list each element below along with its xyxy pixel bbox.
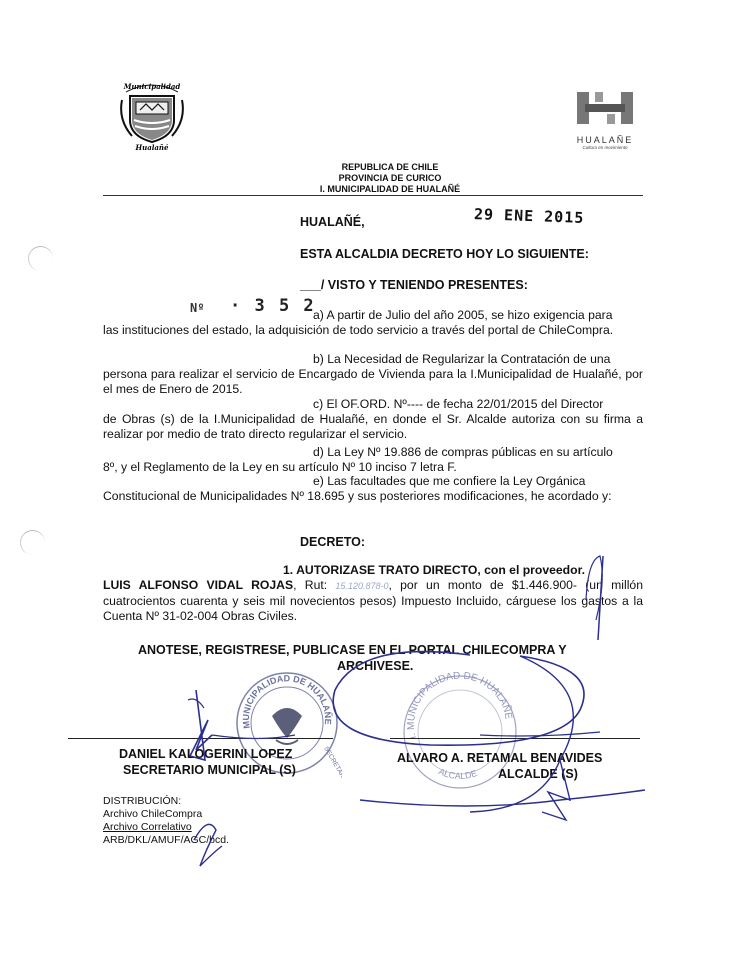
considerando-a [103, 308, 643, 338]
distribution-title: DISTRIBUCIÓN: [103, 795, 182, 807]
header-line-2: PROVINCIA DE CURICO [338, 173, 442, 183]
rut-label: , Rut: [293, 578, 328, 592]
distribution-item: Archivo ChileCompra [103, 808, 203, 820]
mayor-title: ALCALDE (S) [498, 767, 578, 781]
decree-number: · 3 5 2 [230, 296, 316, 316]
considerando-d [103, 445, 643, 475]
considerando-e-first: e) Las facultades que me confiere la Ley Orgánica [313, 474, 586, 488]
brand-tagline: Cultura en movimiento [582, 145, 628, 150]
svg-text:ALCALDE [437, 766, 478, 781]
crest-text-top: Municipalidad [123, 82, 181, 91]
provider-name: LUIS ALFONSO VIDAL ROJAS [103, 578, 294, 592]
rut-value: 15.120.878-0 [335, 581, 389, 591]
decree-intro: ESTA ALCALDIA DECRETO HOY LO SIGUIENTE: [300, 247, 589, 261]
seal-left-inner-text: SECRETARIO [322, 745, 342, 778]
place-label: HUALAÑÉ, [300, 215, 365, 229]
signature-line-right [390, 738, 640, 739]
considerando-d-rest: 8º, y el Reglamento de la Ley en su artículo Nº 10 inciso 7 letra F. [103, 460, 457, 474]
closing-line-1: ANOTESE, REGISTRESE, PUBLICASE EN EL PORTAL CHILECOMPRA Y [138, 643, 567, 657]
seal-left-outer-text: MUNICIPALIDAD DE HUALAÑE [240, 673, 334, 730]
svg-text:I. MUNICIPALIDAD DE HUALAÑE [406, 672, 514, 740]
resolution-paragraph [103, 563, 643, 624]
considerando-c-rest: de Obras (s) de la I.Municipalidad de Hualañé, en donde el Sr. Alcalde autoriza con su firma a realizar por medio de trato directo regularizar el servicio. [103, 412, 643, 441]
punch-hole-bottom [20, 530, 45, 555]
distribution-item: Archivo Correlativo [103, 821, 192, 833]
resolution-line-1: 1. AUTORIZASE TRATO DIRECTO, con el proveedor. [283, 563, 586, 577]
punch-hole-top [28, 246, 53, 271]
header-line-3: I. MUNICIPALIDAD DE HUALAÑÉ [319, 184, 461, 194]
considerando-b-rest: persona para realizar el servicio de Encargado de Vivienda para la I.Municipalidad de Hualañé, por el mes de Enero de 2015. [103, 367, 643, 396]
secretary-title: SECRETARIO MUNICIPAL (S) [123, 763, 296, 777]
hualane-brand-logo [565, 88, 645, 150]
secretary-name: DANIEL KALOGERINI LOPEZ [119, 747, 293, 761]
considerando-c [103, 397, 643, 442]
signature-line-left [68, 738, 333, 739]
visto-heading: ___/ VISTO Y TENIENDO PRESENTES: [300, 278, 528, 292]
seal-right-bottom-text: ALCALDE [437, 766, 479, 782]
seal-right-outer-text: I. MUNICIPALIDAD DE HUALAÑE [405, 672, 514, 741]
considerando-b-first: b) La Necesidad de Regularizar la Contratación de una [313, 352, 611, 366]
crest-text-bottom: Hualañé [135, 143, 169, 152]
stamped-date: 29 ENE 2015 [473, 205, 585, 227]
header-rule [103, 195, 643, 196]
brand-name: HUALAÑE [576, 135, 634, 145]
considerando-d-first: d) La Ley Nº 19.886 de compras públicas en su artículo [313, 445, 613, 459]
distribution-item: ARB/DKL/AMUF/AGC/bcd. [103, 834, 230, 846]
decreto-heading: DECRETO: [300, 535, 366, 549]
considerando-a-rest: las instituciones del estado, la adquisición de todo servicio a través del portal de ChileCompra. [103, 323, 614, 337]
considerando-e [103, 474, 643, 504]
considerando-c-first: c) El OF.ORD. Nº---- de fecha 22/01/2015 del Director [313, 397, 604, 411]
distribution-block [103, 795, 229, 847]
document-header [300, 162, 480, 195]
municipal-crest-logo [116, 76, 188, 152]
header-line-1: REPUBLICA DE CHILE [341, 162, 439, 172]
closing-line-2: ARCHIVESE. [337, 659, 414, 673]
decree-number-prefix: Nº [190, 301, 205, 315]
considerando-a-first: a) A partir de Julio del año 2005, se hizo exigencia para [313, 308, 613, 322]
resolution-rest: , por un monto de $1.446.900- (un millón cuatrocientos cuarenta y seis mil novecientos pesos) Impuesto Incluido, cárguese los gastos a la Cuenta Nº 31-02-004 Obras Civiles. [103, 578, 643, 623]
mayor-name: ALVARO A. RETAMAL BENAVIDES [397, 751, 603, 765]
secretary-seal [232, 668, 342, 778]
considerando-e-rest: Constitucional de Municipalidades Nº 18.695 y sus posteriores modificaciones, he acordado y: [103, 489, 612, 503]
considerando-b [103, 352, 643, 397]
